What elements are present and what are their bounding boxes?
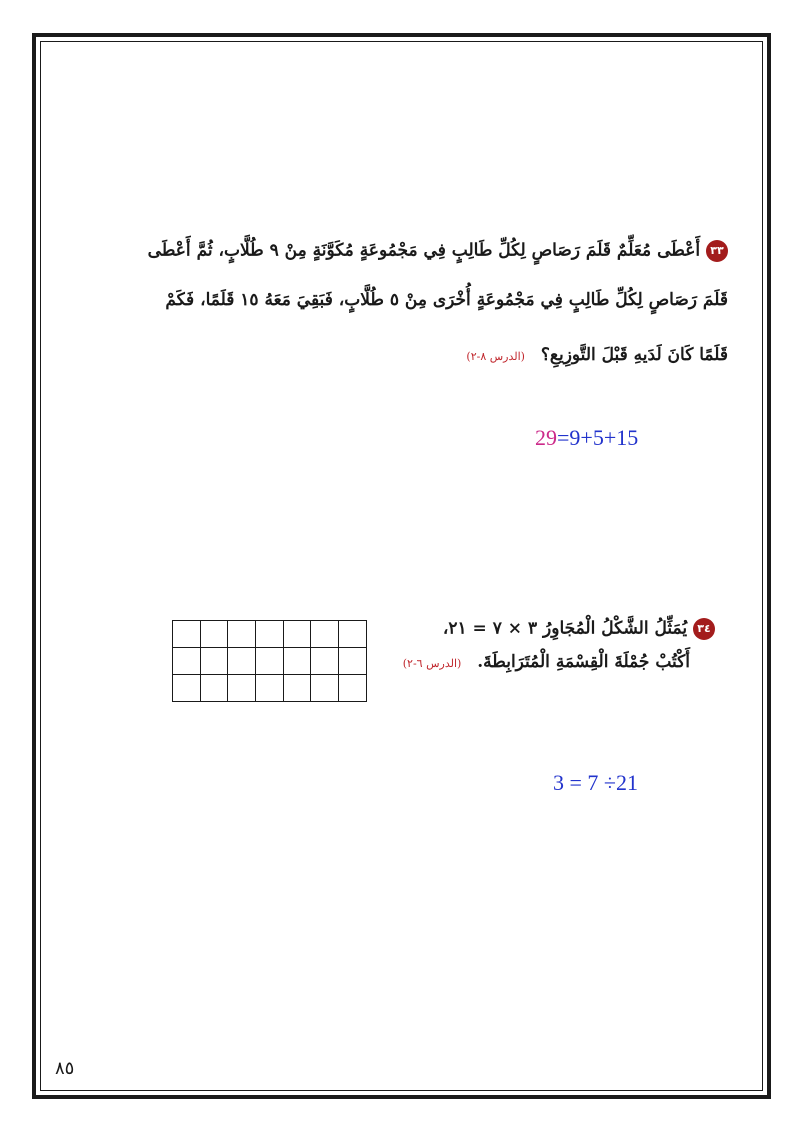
array-cell <box>173 621 201 648</box>
question-33-line-2 <box>165 290 728 310</box>
array-cell <box>200 675 228 702</box>
question-34-number-badge: ٣٤ <box>693 618 715 640</box>
array-cell <box>256 621 284 648</box>
array-row <box>173 621 367 648</box>
array-row <box>173 675 367 702</box>
array-cell <box>339 621 367 648</box>
question-34-line-1 <box>443 618 715 640</box>
question-33-text-2: قَلَمَ رَصَاصٍ لِكُلِّ طَالِبٍ فِي مَجْمُوعَةٍ أُخْرَى مِنْ ٥ طُلَّابٍ، فَبَقِيَ مَعَهُ ١٥ قَلَمًا، فَكَمْ <box>165 290 728 310</box>
array-cell <box>311 621 339 648</box>
question-34-line-2 <box>403 652 690 672</box>
array-model-grid <box>172 620 367 702</box>
array-cell <box>173 675 201 702</box>
question-33-line-1 <box>148 240 728 262</box>
array-cell <box>283 648 311 675</box>
question-33-text-1: أَعْطَى مُعَلِّمٌ قَلَمَ رَصَاصٍ لِكُلِّ طَالِبٍ فِي مَجْمُوعَةٍ مُكَوَّنَةٍ مِنْ ٩ طُلَّابٍ، ثُمَّ أَعْطَى <box>147 240 701 261</box>
array-cell <box>173 648 201 675</box>
array-cell <box>256 648 284 675</box>
array-cell <box>200 621 228 648</box>
question-34-answer: 3 = 7 ÷21 <box>553 770 638 795</box>
question-34-lesson-ref: (الدرس ٦-٢) <box>402 657 462 670</box>
question-33-answer-expression: =9+5+15 <box>557 425 639 450</box>
question-33-number-badge: ٣٣ <box>706 240 728 262</box>
question-34-text-2: أَكْتُبْ جُمْلَةَ الْقِسْمَةِ الْمُتَرَابِطَةَ. <box>477 652 690 672</box>
question-33-answer-result: 29 <box>535 425 557 450</box>
array-cell <box>200 648 228 675</box>
array-cell <box>339 675 367 702</box>
page-number: ٨٥ <box>55 1058 75 1079</box>
array-cell <box>311 648 339 675</box>
array-cell <box>311 675 339 702</box>
array-row <box>173 648 367 675</box>
array-cell <box>256 675 284 702</box>
page-border-inner <box>40 41 763 1091</box>
question-33-answer <box>535 425 638 451</box>
array-cell <box>228 621 256 648</box>
question-33-text-3: قَلَمًا كَانَ لَدَيهِ قَبْلَ التَّوزِيعِ؟ <box>540 345 728 365</box>
array-cell <box>339 648 367 675</box>
array-cell <box>228 675 256 702</box>
array-cell <box>228 648 256 675</box>
array-cell <box>283 621 311 648</box>
question-33-lesson-ref: (الدرس ٨-٢) <box>466 350 525 363</box>
array-cell <box>283 675 311 702</box>
question-33-line-3 <box>466 345 728 365</box>
question-34-text-1: يُمَثِّلُ الشَّكْلُ الْمُجَاوِرُ ٣ × ٧ = ٢١، <box>442 618 688 639</box>
